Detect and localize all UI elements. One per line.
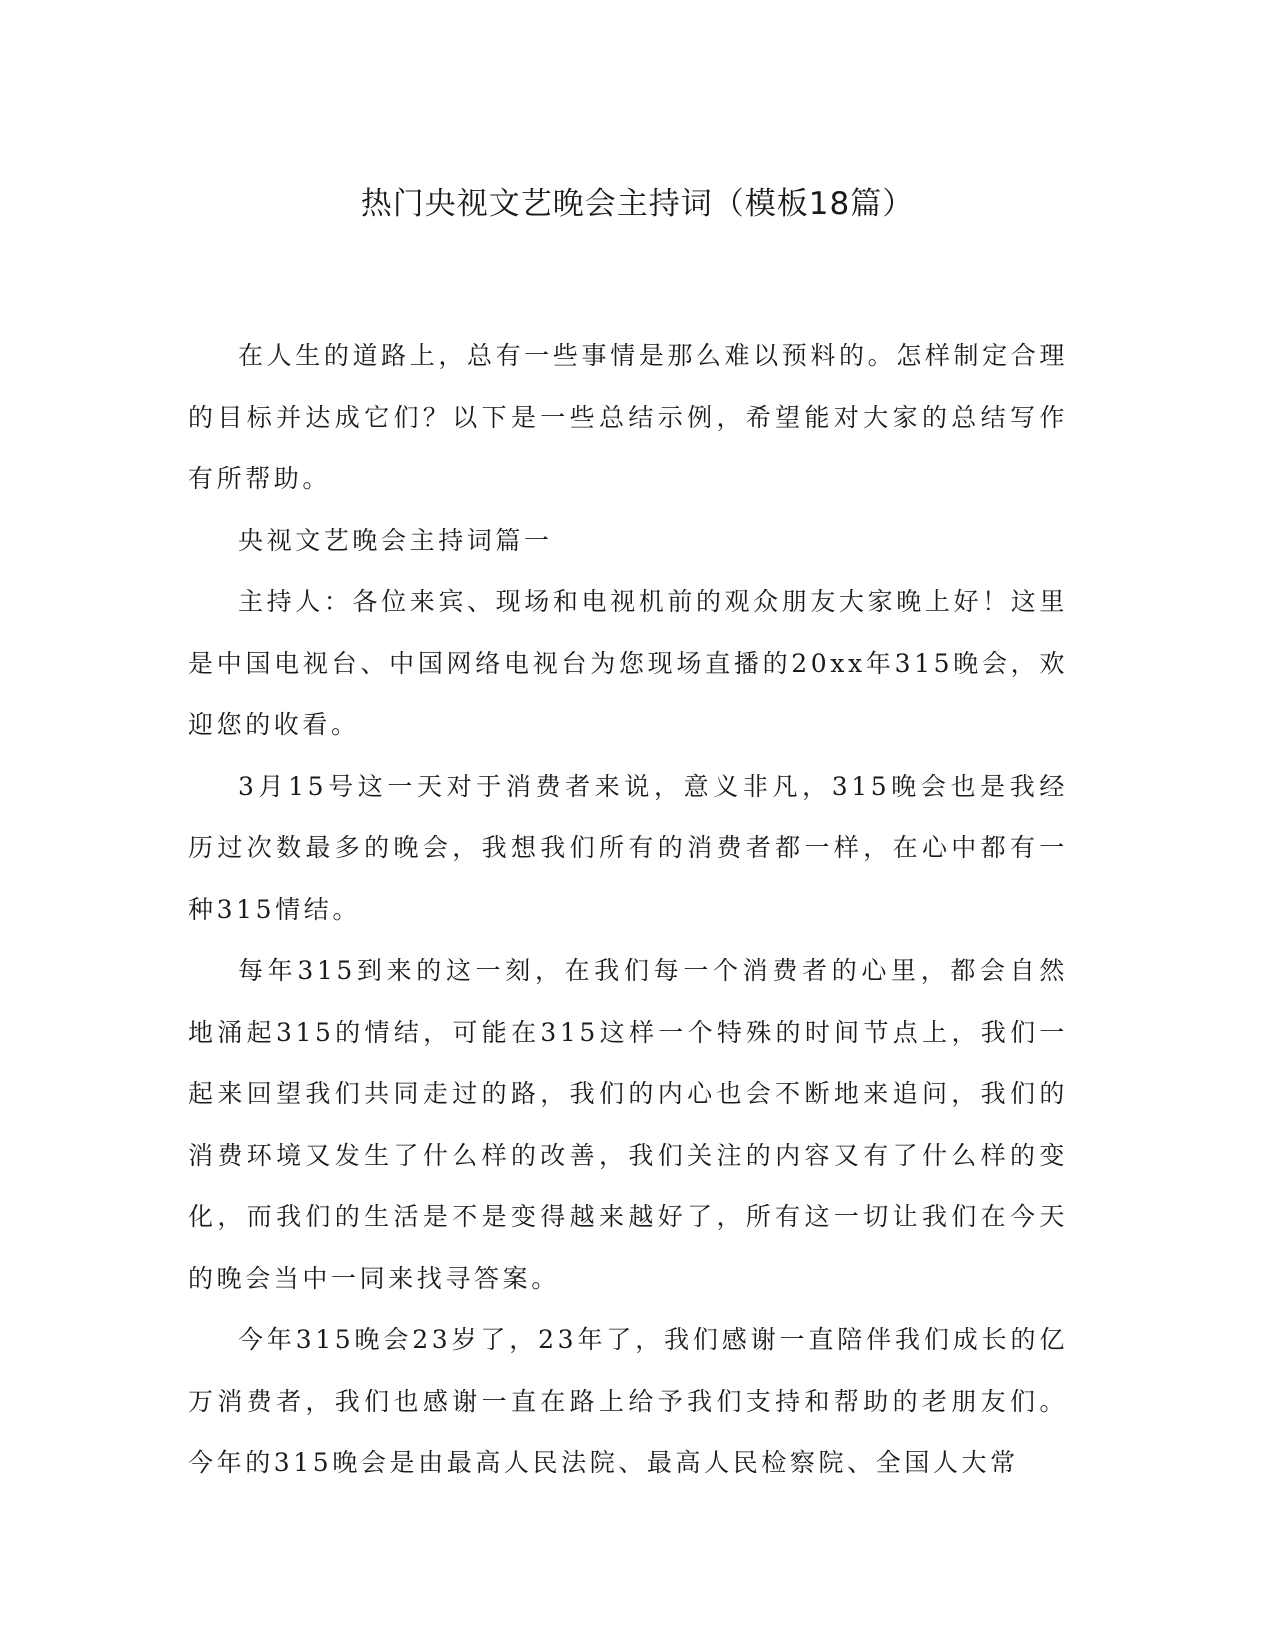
paragraph-this-year: 今年315晚会23岁了，23年了，我们感谢一直陪伴我们成长的亿万消费者，我们也感谢一直在路上给予我们支持和帮助的老朋友们。今年的315晚会是由最高人民法院、最高人民检察院、全国人大常 — [188, 1325, 1068, 1477]
paragraph-intro: 在人生的道路上，总有一些事情是那么难以预料的。怎样制定合理的目标并达成它们？以下是一些总结示例，希望能对大家的总结写作有所帮助。 — [188, 341, 1068, 493]
document-title: 热门央视文艺晚会主持词（模板18篇） — [360, 186, 915, 222]
paragraph-march-15: 3月15号这一天对于消费者来说，意义非凡，315晚会也是我经历过次数最多的晚会，我想我们所有的消费者都一样，在心中都有一种315情结。 — [188, 771, 1068, 924]
paragraph-host-greeting: 主持人：各位来宾、现场和电视机前的观众朋友大家晚上好！这里是中国电视台、中国网络电视台为您现场直播的20xx年315晚会，欢迎您的收看。 — [188, 587, 1068, 739]
section-heading: 央视文艺晚会主持词篇一 — [238, 525, 553, 555]
document-body — [188, 325, 1068, 1494]
paragraph-every-year: 每年315到来的这一刻，在我们每一个消费者的心里，都会自然地涌起315的情结，可能在315这样一个特殊的时间节点上，我们一起来回望我们共同走过的路，我们的内心也会不断地来追问，我们的消费环境又发生了什么样的改善，我们关注的内容又有了什么样的变化，而我们的生活是不是变得越来越好了，所有这一切让我们在今天的晚会当中一同来找寻答案。 — [188, 956, 1068, 1293]
